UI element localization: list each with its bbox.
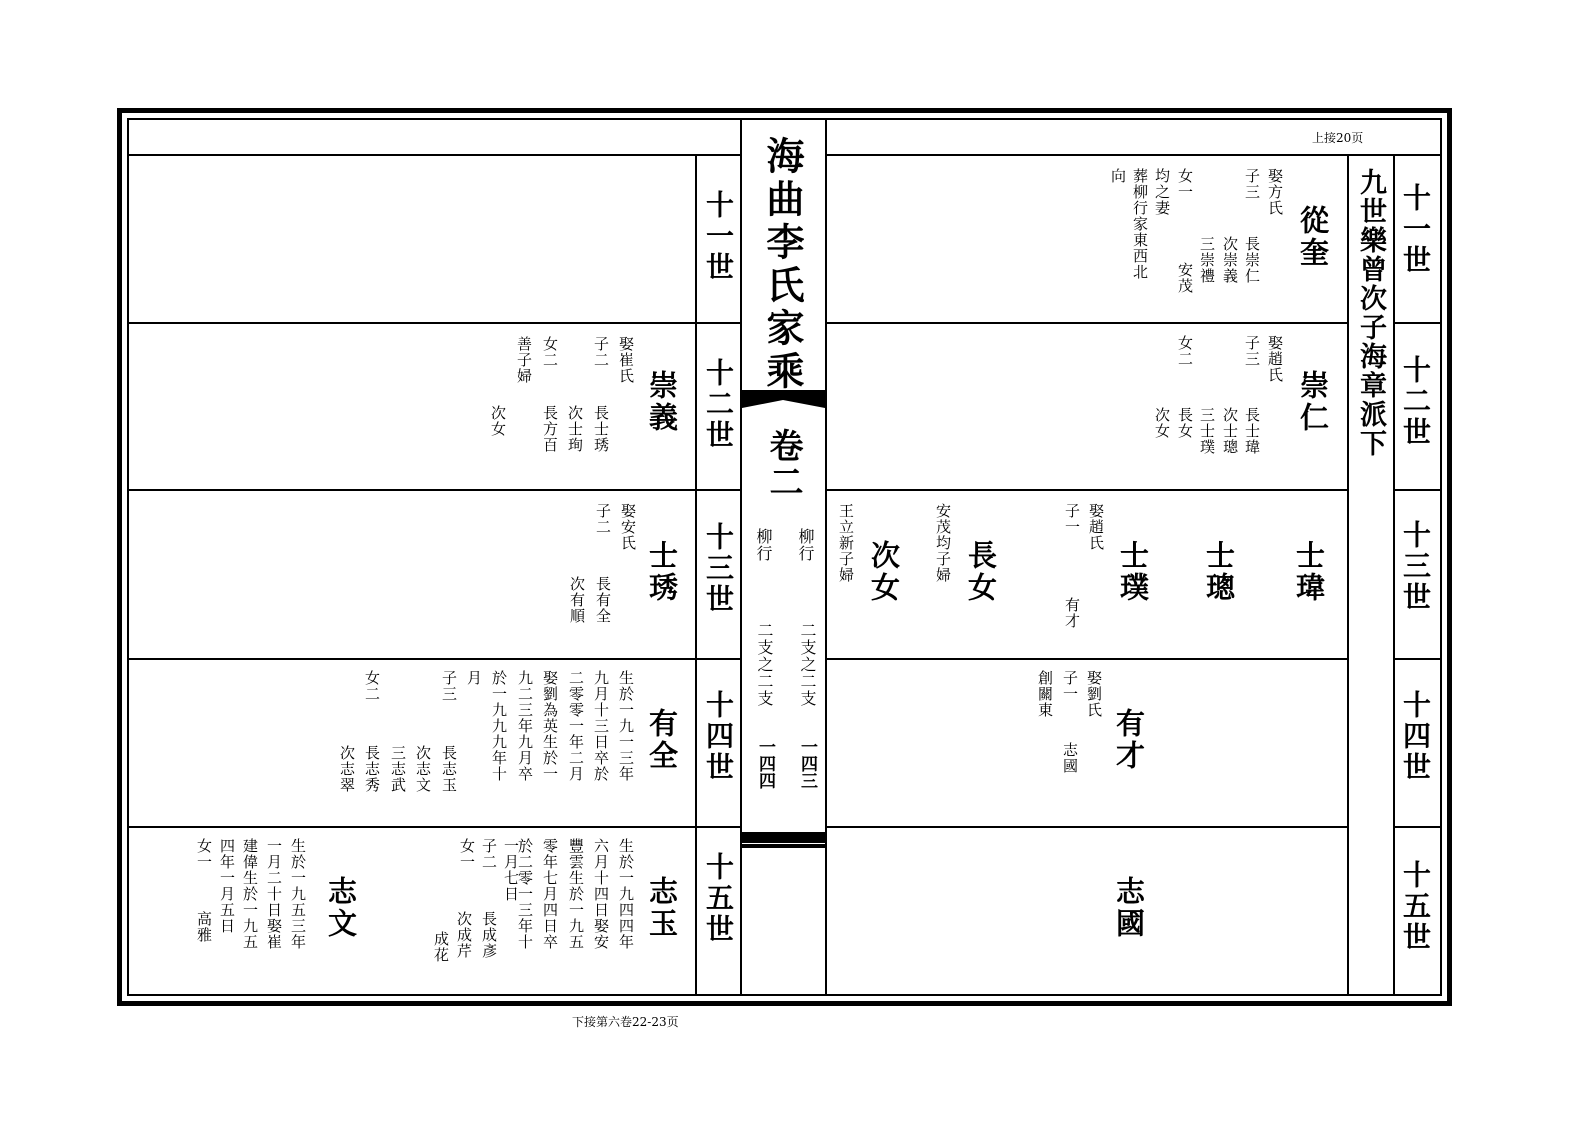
person-note: 子三 bbox=[440, 670, 458, 702]
lineage-title: 九世樂曾次子海章派下 bbox=[1355, 168, 1386, 458]
person-note: 娶崔氏 bbox=[617, 336, 635, 384]
generation-label: 十四世 bbox=[702, 690, 735, 783]
branch-sub-label: 二支之二支 bbox=[755, 622, 774, 707]
person-note: 女二 bbox=[363, 670, 381, 702]
person-note: 生於一九一三年 bbox=[617, 670, 635, 782]
generation-label: 十三世 bbox=[702, 522, 735, 615]
person-note: 娶趙氏 bbox=[1266, 335, 1284, 383]
person-note: 均之妻 bbox=[1153, 168, 1171, 216]
person-name: 崇仁 bbox=[1296, 370, 1330, 434]
person-note: 善子婦 bbox=[515, 336, 533, 384]
person-note: 女一 bbox=[458, 838, 476, 870]
person-note: 生於一九四四年 bbox=[617, 838, 635, 950]
person-note: 有才 bbox=[1063, 597, 1081, 629]
person-name: 長女 bbox=[964, 540, 998, 604]
person-note: 零年七月四日卒 bbox=[541, 838, 559, 950]
person-note: 安茂 bbox=[1176, 262, 1194, 294]
person-note: 三崇禮 bbox=[1198, 236, 1216, 284]
generation-column-divider bbox=[695, 154, 697, 994]
person-note: 次有順 bbox=[568, 576, 586, 624]
person-note: 娶方氏 bbox=[1266, 168, 1284, 216]
generation-label: 十一世 bbox=[1399, 183, 1432, 276]
person-note: 一月七日 bbox=[502, 838, 520, 902]
person-note: 六月十四日娶安 bbox=[592, 838, 610, 950]
person-note: 次志文 bbox=[414, 745, 432, 793]
branch-sub-label: 二支之二支 bbox=[798, 622, 817, 707]
person-note: 王立新子婦 bbox=[837, 503, 855, 583]
person-note: 女二 bbox=[541, 336, 559, 368]
row-divider bbox=[127, 826, 741, 828]
person-note: 成花 bbox=[432, 931, 450, 963]
person-note: 三士璞 bbox=[1198, 407, 1216, 455]
person-name: 有才 bbox=[1112, 708, 1146, 772]
person-name: 士璞 bbox=[1116, 540, 1150, 604]
person-note: 志國 bbox=[1061, 742, 1079, 774]
person-name: 士琇 bbox=[645, 540, 679, 604]
row-divider bbox=[1394, 658, 1440, 660]
row-divider bbox=[127, 658, 741, 660]
continued-to-note: 下接第六卷22-23页 bbox=[572, 1015, 679, 1029]
person-note: 三志武 bbox=[389, 745, 407, 793]
person-note: 建偉生於一九五 bbox=[241, 838, 259, 950]
person-note: 生於一九五三年 bbox=[289, 838, 307, 950]
person-note: 次志翠 bbox=[338, 745, 356, 793]
person-name: 志國 bbox=[1112, 876, 1146, 940]
branch-label: 柳行 bbox=[754, 528, 773, 562]
page-number-left: 一四三 bbox=[797, 738, 817, 789]
person-note: 於二零一三年十 bbox=[516, 838, 534, 950]
person-note: 九二三年九月卒 bbox=[516, 670, 534, 782]
person-note: 一月二十日娶崔 bbox=[265, 838, 283, 950]
person-note: 子二 bbox=[592, 336, 610, 368]
row-divider bbox=[127, 489, 741, 491]
person-note: 次成芹 bbox=[455, 911, 473, 959]
spine-fishtail-top bbox=[742, 400, 825, 426]
person-note: 長士瑋 bbox=[1243, 407, 1261, 455]
row-divider bbox=[1394, 322, 1440, 324]
generation-label: 十三世 bbox=[1399, 520, 1432, 613]
person-note: 子一 bbox=[1063, 503, 1081, 535]
person-note: 子二 bbox=[594, 503, 612, 535]
person-note: 月 bbox=[465, 670, 483, 686]
generation-column-divider bbox=[1393, 154, 1395, 994]
generation-label: 十二世 bbox=[1399, 355, 1432, 448]
row-divider bbox=[1394, 826, 1440, 828]
person-note: 次女 bbox=[1153, 407, 1171, 439]
spine-left-edge bbox=[740, 118, 742, 994]
row-divider bbox=[826, 658, 1348, 660]
person-note: 葬柳行家東西北 bbox=[1131, 168, 1149, 280]
person-note: 子三 bbox=[1243, 168, 1261, 200]
row-divider bbox=[826, 489, 1348, 491]
person-note: 女二 bbox=[1176, 335, 1194, 367]
person-note: 娶劉為英生於一 bbox=[541, 670, 559, 782]
branch-label: 柳行 bbox=[796, 528, 815, 562]
row-divider bbox=[826, 322, 1348, 324]
person-note: 安茂均子婦 bbox=[934, 503, 952, 583]
person-note: 子一 bbox=[1061, 670, 1079, 702]
spine-divider bbox=[742, 843, 825, 844]
person-note: 子二 bbox=[480, 838, 498, 870]
person-note: 長志玉 bbox=[440, 745, 458, 793]
lineage-column-divider bbox=[1347, 154, 1349, 994]
row-divider bbox=[826, 826, 1348, 828]
person-note: 豐雲生於一九五 bbox=[567, 838, 585, 950]
person-name: 士璁 bbox=[1202, 540, 1236, 604]
person-name: 士瑋 bbox=[1292, 540, 1326, 604]
person-note: 高雅 bbox=[195, 911, 213, 943]
person-note: 長崇仁 bbox=[1243, 236, 1261, 284]
person-note: 長有全 bbox=[594, 576, 612, 624]
generation-label: 十二世 bbox=[702, 358, 735, 451]
row-divider bbox=[127, 322, 741, 324]
person-name: 有全 bbox=[645, 708, 679, 772]
page-number-right: 一四四 bbox=[755, 738, 775, 789]
person-note: 於一九九九年十 bbox=[490, 670, 508, 782]
spine-right-edge bbox=[825, 118, 827, 994]
volume-label: 卷二 bbox=[763, 428, 803, 500]
person-note: 二零零一年二月 bbox=[567, 670, 585, 782]
person-name: 志文 bbox=[324, 876, 358, 940]
person-note: 四年一月五日 bbox=[218, 838, 236, 934]
person-note: 長女 bbox=[1176, 407, 1194, 439]
generation-label: 十四世 bbox=[1399, 690, 1432, 783]
person-name: 志玉 bbox=[645, 876, 679, 940]
person-note: 娶劉氏 bbox=[1085, 670, 1103, 718]
generation-label: 十五世 bbox=[702, 852, 735, 945]
person-note: 長成彥 bbox=[480, 911, 498, 959]
continued-from-note: 上接20页 bbox=[1312, 131, 1364, 145]
person-note: 長志秀 bbox=[363, 745, 381, 793]
person-note: 女一 bbox=[1176, 168, 1194, 200]
person-name: 崇義 bbox=[645, 370, 679, 434]
person-note: 女一 bbox=[195, 838, 213, 870]
spine-band-bottom bbox=[742, 832, 825, 848]
person-note: 次女 bbox=[489, 405, 507, 437]
person-note: 長方百 bbox=[541, 405, 559, 453]
person-note: 創關東 bbox=[1036, 670, 1054, 718]
row-divider bbox=[1394, 489, 1440, 491]
person-name: 從奎 bbox=[1296, 205, 1330, 269]
person-note: 子三 bbox=[1243, 335, 1261, 367]
row-divider bbox=[127, 154, 741, 156]
person-note: 長士琇 bbox=[592, 405, 610, 453]
generation-label: 十五世 bbox=[1399, 860, 1432, 953]
person-name: 次女 bbox=[867, 540, 901, 604]
person-note: 九月十三日卒於 bbox=[592, 670, 610, 782]
person-note: 向 bbox=[1109, 168, 1127, 184]
person-note: 次士珣 bbox=[566, 405, 584, 453]
book-title: 海曲李氏家乘 bbox=[760, 136, 805, 394]
generation-label: 十一世 bbox=[702, 190, 735, 283]
person-note: 次士璁 bbox=[1221, 407, 1239, 455]
person-note: 娶安氏 bbox=[619, 503, 637, 551]
person-note: 娶趙氏 bbox=[1087, 503, 1105, 551]
person-note: 次崇義 bbox=[1221, 236, 1239, 284]
